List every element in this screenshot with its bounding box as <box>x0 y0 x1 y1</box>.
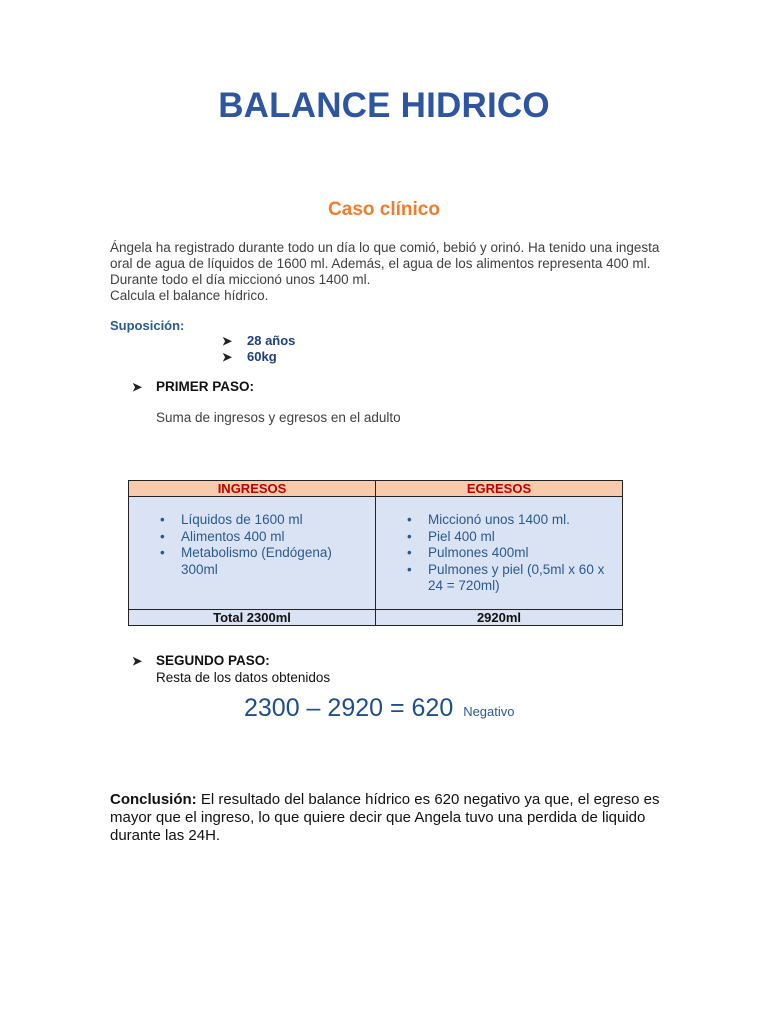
egresos-total: 2920ml <box>376 610 623 626</box>
list-item: • Líquidos de 1600 ml <box>181 512 375 529</box>
list-item: • Metabolismo (Endógena) 300ml <box>181 545 375 578</box>
case-description <box>110 240 670 304</box>
suposicion-label: Suposición: <box>110 318 185 333</box>
arrow-bullet-icon: ➤ <box>132 654 143 668</box>
conclusion-paragraph <box>110 791 670 845</box>
step-one-description: Suma de ingresos y egresos en el adulto <box>156 410 401 425</box>
balance-table <box>128 480 623 626</box>
step-one-heading: ➤ PRIMER PASO: <box>132 379 255 394</box>
conclusion-text: El resultado del balance hídrico es 620 negativo ya que, el egreso es mayor que el ingreso, lo que quiere decir que Angela tuvo una perdida de liquido durante las 24H. <box>110 791 660 844</box>
list-item: • Piel 400 ml <box>428 529 622 546</box>
ingresos-cell <box>129 497 376 610</box>
suposicion-list <box>222 333 295 365</box>
balance-equation <box>244 694 515 723</box>
ingresos-header: INGRESOS <box>129 481 376 497</box>
case-paragraph: Ángela ha registrado durante todo un día lo que comió, bebió y orinó. Ha tenido una ingesta oral de agua de líquidos de 1600 ml. Además, el agua de los alimentos representa 400 ml. Durante todo el día miccionó unos 1400 ml. <box>110 240 660 287</box>
suposicion-item: ➤ 28 años <box>222 333 296 348</box>
list-item: • Pulmones 400ml <box>428 545 622 562</box>
list-item: • Miccionó unos 1400 ml. <box>428 512 622 529</box>
section-subtitle: Caso clínico <box>328 199 440 220</box>
list-item: • Pulmones y piel (0,5ml x 60 x 24 = 720ml) <box>428 562 622 595</box>
equation-expression: 2300 – 2920 = 620 <box>244 694 454 722</box>
arrow-bullet-icon: ➤ <box>222 334 233 348</box>
egresos-cell <box>376 497 623 610</box>
arrow-bullet-icon: ➤ <box>132 380 143 394</box>
step-two-description: Resta de los datos obtenidos <box>156 670 331 685</box>
equation-qualifier: Negativo <box>463 704 515 719</box>
list-item: • Alimentos 400 ml <box>181 529 375 546</box>
suposicion-item: ➤ 60kg <box>222 349 277 364</box>
page-title: BALANCE HIDRICO <box>218 86 550 125</box>
case-instruction: Calcula el balance hídrico. <box>110 288 269 303</box>
egresos-header: EGRESOS <box>376 481 623 497</box>
step-two-heading: ➤ SEGUNDO PASO: <box>132 653 270 668</box>
arrow-bullet-icon: ➤ <box>222 350 233 364</box>
ingresos-total: Total 2300ml <box>129 610 376 626</box>
conclusion-label: Conclusión: <box>110 791 197 808</box>
